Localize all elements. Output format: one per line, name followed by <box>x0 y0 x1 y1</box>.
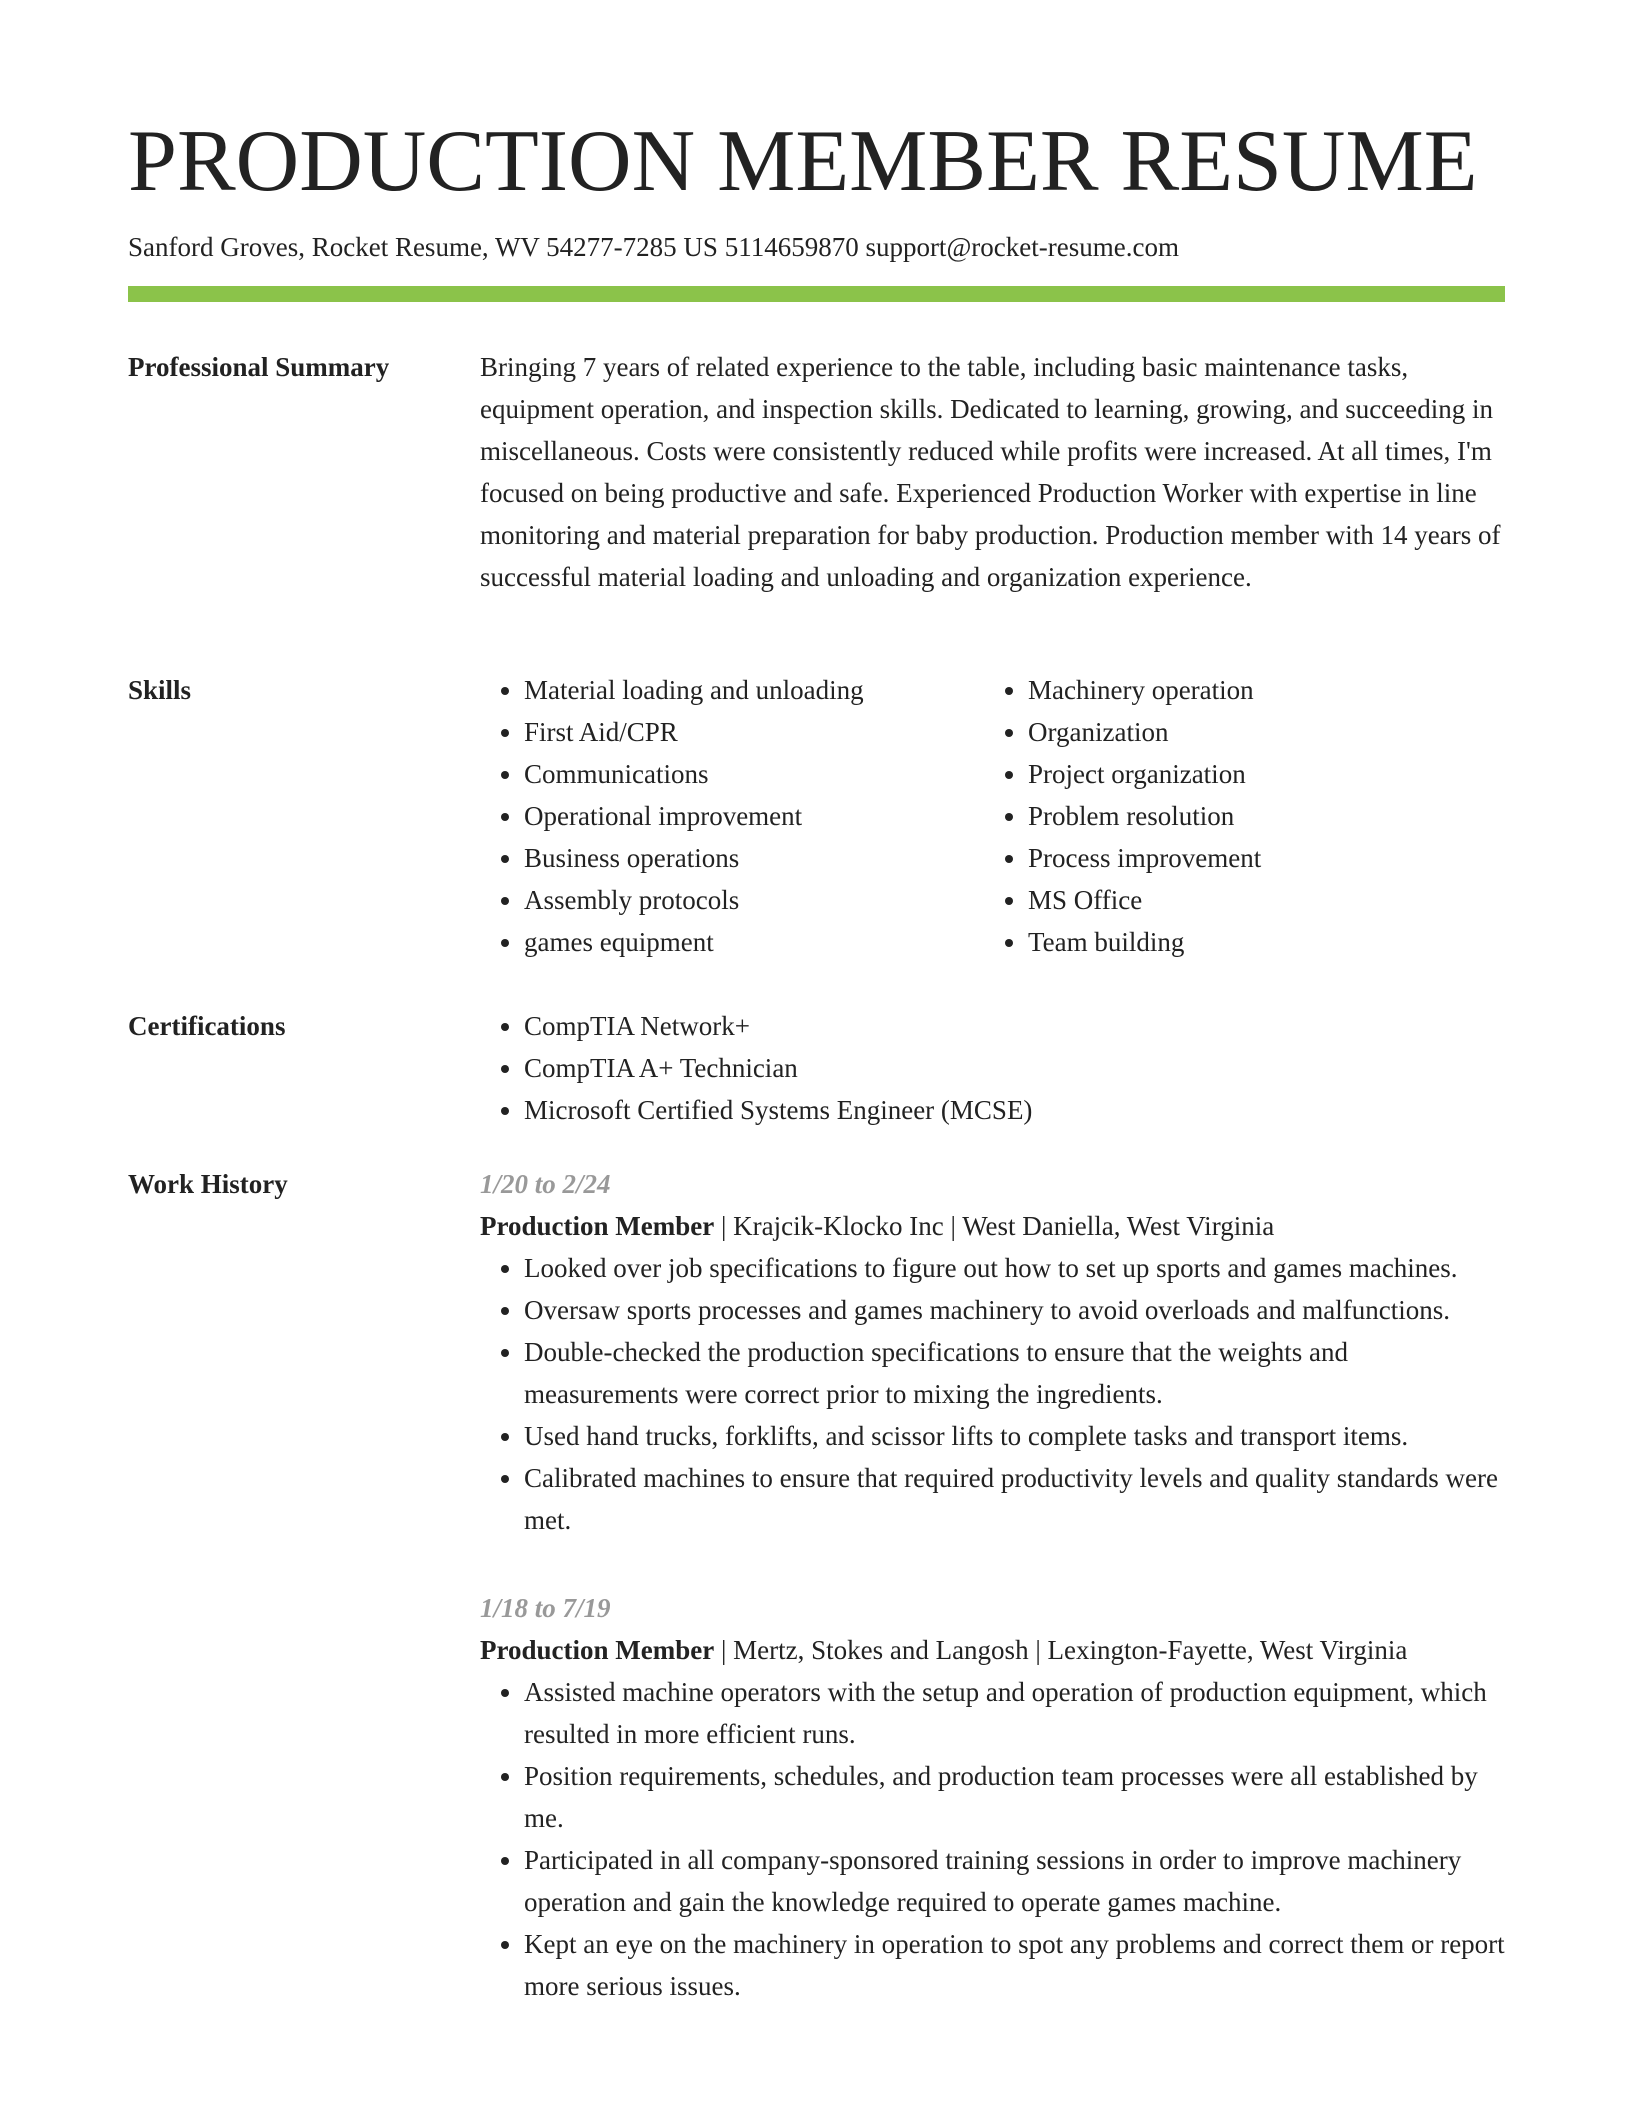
summary-heading: Professional Summary <box>128 352 390 382</box>
skills-list-right <box>984 669 1548 963</box>
skill-item: • Operational improvement <box>524 795 1004 837</box>
certification-item: • CompTIA A+ Technician <box>524 1047 1505 1089</box>
skill-item: • Assembly protocols <box>524 879 1004 921</box>
job-bullet: • Oversaw sports processes and games machinery to avoid overloads and malfunctions. <box>524 1289 1505 1331</box>
skill-item: • Organization <box>1028 711 1548 753</box>
skill-item: • games equipment <box>524 921 1004 963</box>
skill-item: • Project organization <box>1028 753 1548 795</box>
job-bullet: • Double-checked the production specifications to ensure that the weights and measurements were correct prior to mixing the ingredients. <box>524 1331 1505 1415</box>
certification-item: • CompTIA Network+ <box>524 1005 1505 1047</box>
job-bullet: • Position requirements, schedules, and production team processes were all established by me. <box>524 1755 1505 1839</box>
job-dates: 1/20 to 2/24 <box>480 1169 611 1199</box>
job-details: | Mertz, Stokes and Langosh | Lexington-Fayette, West Virginia <box>714 1635 1408 1665</box>
skill-item: • Process improvement <box>1028 837 1548 879</box>
job-bullet: • Assisted machine operators with the setup and operation of production equipment, which resulted in more efficient runs. <box>524 1671 1505 1755</box>
skill-item: • Communications <box>524 753 1004 795</box>
job-title-line <box>480 1205 1505 1247</box>
job-bullet: • Kept an eye on the machinery in operation to spot any problems and correct them or report more serious issues. <box>524 1923 1505 2007</box>
skill-item: • Machinery operation <box>1028 669 1548 711</box>
skill-item: • First Aid/CPR <box>524 711 1004 753</box>
contact-info: Sanford Groves, Rocket Resume, WV 54277-7285 US 5114659870 support@rocket-resume.com <box>128 232 1179 262</box>
job-entry <box>480 1587 1505 2007</box>
skill-item: • Material loading and unloading <box>524 669 1004 711</box>
job-title-line <box>480 1629 1505 1671</box>
skill-item: • Problem resolution <box>1028 795 1548 837</box>
job-dates: 1/18 to 7/19 <box>480 1593 611 1623</box>
skills-list-left <box>480 669 1004 963</box>
certification-item: • Microsoft Certified Systems Engineer (MCSE) <box>524 1089 1505 1131</box>
summary-text: Bringing 7 years of related experience to the table, including basic maintenance tasks, equipment operation, and inspection skills. Dedicated to learning, growing, and succeeding in miscellaneous. Costs were consistently reduced while profits were increased. At all times, I'm focused on being productive and safe. Experienced Production Worker with expertise in line monitoring and material preparation for baby production. Production member with 14 years of successful material loading and unloading and organization experience. <box>480 352 1501 592</box>
job-bullet: • Used hand trucks, forklifts, and scissor lifts to complete tasks and transport items. <box>524 1415 1505 1457</box>
job-bullet: • Calibrated machines to ensure that required productivity levels and quality standards were met. <box>524 1457 1505 1541</box>
certifications-list <box>480 1005 1505 1131</box>
job-details: | Krajcik-Klocko Inc | West Daniella, West Virginia <box>714 1211 1275 1241</box>
job-bullet: • Participated in all company-sponsored training sessions in order to improve machinery operation and gain the knowledge required to operate games machine. <box>524 1839 1505 1923</box>
job-bullets <box>480 1671 1505 2007</box>
job-role: Production Member <box>480 1635 715 1665</box>
skills-heading: Skills <box>128 675 192 705</box>
job-entry <box>480 1163 1505 1541</box>
accent-divider <box>128 286 1505 302</box>
job-role: Production Member <box>480 1211 715 1241</box>
job-bullet: • Looked over job specifications to figure out how to set up sports and games machines. <box>524 1247 1505 1289</box>
skill-item: • Team building <box>1028 921 1548 963</box>
certifications-heading: Certifications <box>128 1011 286 1041</box>
skill-item: • MS Office <box>1028 879 1548 921</box>
resume-title: PRODUCTION MEMBER RESUME <box>128 113 1478 210</box>
job-bullets <box>480 1247 1505 1541</box>
skill-item: • Business operations <box>524 837 1004 879</box>
work-history-heading: Work History <box>128 1169 288 1199</box>
